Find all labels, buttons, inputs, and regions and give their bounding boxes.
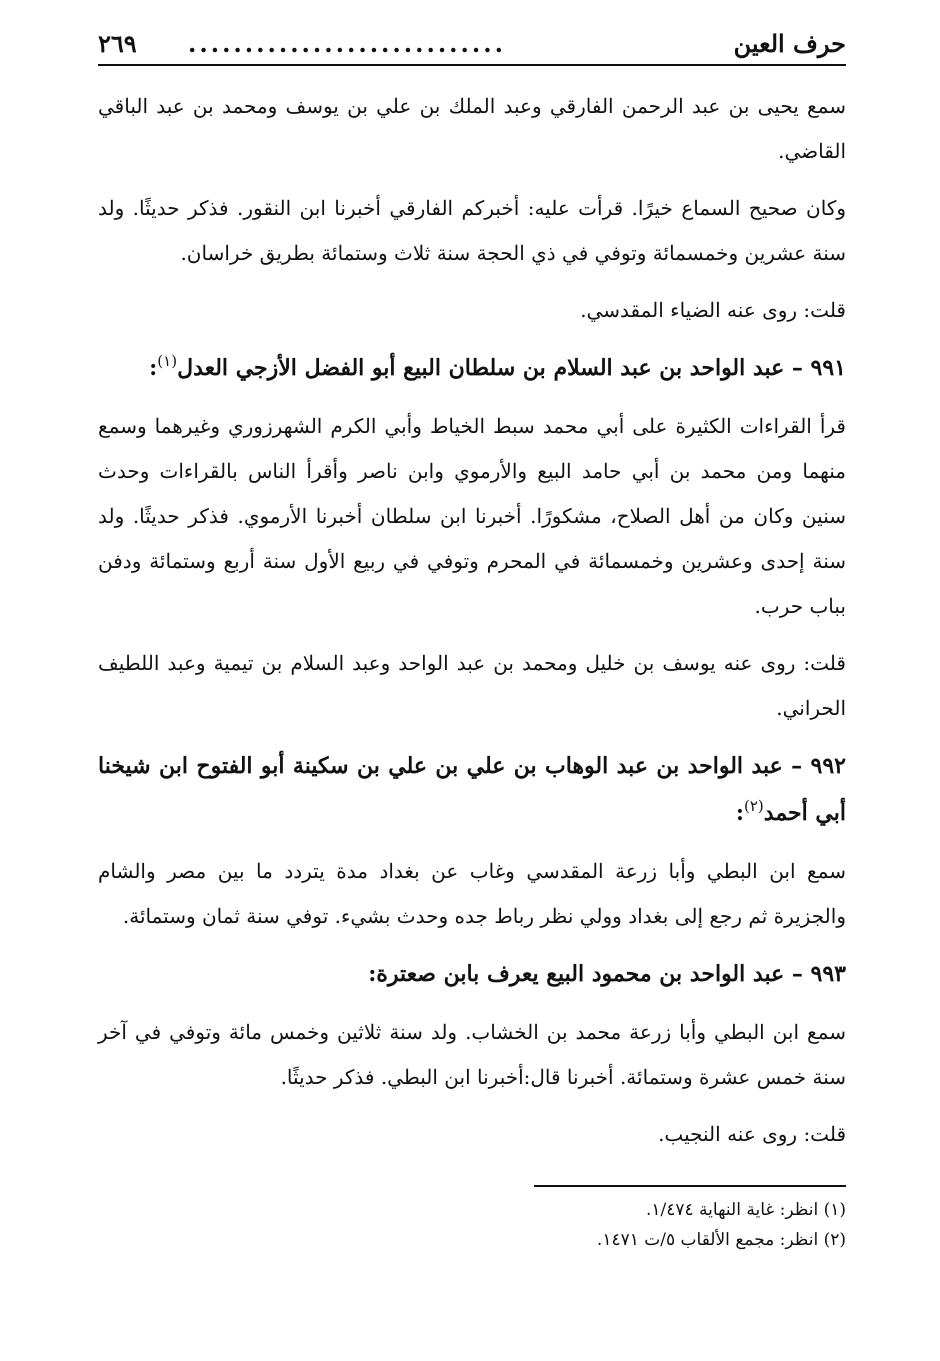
entry-heading-993: ٩٩٣ – عبد الواحد بن محمود البيع يعرف بابن صعترة: bbox=[368, 961, 846, 987]
note-paragraph-2: قلت: روى عنه النجيب. bbox=[658, 1122, 846, 1146]
leader-dots: ............................ bbox=[188, 29, 506, 58]
footnote-marker-2: (٢) bbox=[744, 797, 764, 815]
page-number: ٢٦٩ bbox=[98, 29, 137, 58]
book-page bbox=[98, 24, 846, 1255]
entry-heading-992 bbox=[98, 743, 846, 837]
paragraph-4: قلت: روى عنه يوسف بن خليل ومحمد بن عبد الواحد وعبد السلام بن تيمية وعبد اللطيف الحراني. bbox=[98, 651, 846, 720]
paragraph-2: وكان صحيح السماع خيرًا. قرأت عليه: أخبركم الفارقي أخبرنا ابن النقور. فذكر حديثًا. ولد سنة عشرين وخمسمائة وتوفي في ذي الحجة سنة ثلاث وستمائة بطريق خراسان. bbox=[98, 196, 846, 265]
entry-heading-991 bbox=[98, 345, 846, 392]
footnote-2: (٢) انظر: مجمع الألقاب ٥/ت ١٤٧١. bbox=[596, 1230, 846, 1250]
entry-heading-991-colon: : bbox=[149, 355, 158, 381]
paragraph-1: سمع يحيى بن عبد الرحمن الفارقي وعبد الملك بن علي بن يوسف ومحمد بن عبد الباقي القاضي. bbox=[98, 94, 846, 163]
entry-heading-992-colon: : bbox=[735, 800, 744, 826]
paragraph-5: سمع ابن البطي وأبا زرعة المقدسي وغاب عن بغداد مدة يتردد ما بين مصر والشام والجزيرة ثم رجع إلى بغداد وولي نظر رباط جده وحدث بشيء. توفي سنة ثمان وستمائة. bbox=[98, 859, 846, 928]
entry-heading-991-text: ٩٩١ – عبد الواحد بن عبد السلام بن سلطان البيع أبو الفضل الأزجي العدل bbox=[177, 355, 846, 381]
running-head bbox=[98, 24, 846, 66]
footnote-separator bbox=[534, 1185, 846, 1187]
paragraph-6: سمع ابن البطي وأبا زرعة محمد بن الخشاب. ولد سنة ثلاثين وخمس مائة وتوفي في آخر سنة خمس عشرة وستمائة. أخبرنا قال:أخبرنا ابن البطي. فذكر حديثًا. bbox=[98, 1020, 846, 1089]
note-paragraph-1: قلت: روى عنه الضياء المقدسي. bbox=[580, 298, 846, 322]
entry-heading-992-text: ٩٩٢ – عبد الواحد بن عبد الوهاب بن علي بن علي بن سكينة أبو الفتوح ابن شيخنا أبي أحمد bbox=[98, 753, 846, 826]
chapter-title: حرف العين bbox=[733, 29, 846, 58]
footnote-marker-1: (١) bbox=[157, 352, 178, 370]
footnote-1: (١) انظر: غاية النهاية ١/٤٧٤. bbox=[645, 1200, 846, 1220]
paragraph-3: قرأ القراءات الكثيرة على أبي محمد سبط الخياط وأبي الكرم الشهرزوري وغيرهما وسمع منهما ومن محمد بن أبي حامد البيع والأرموي وابن ناصر وأقرأ الناس بالقراءات وحدث سنين وكان من أهل الصلاح، مشكورًا. أخبرنا ابن سلطان أخبرنا الأرموي. فذكر حديثًا. ولد سنة إحدى وعشرين وخمسمائة في المحرم وتوفي في ربيع الأول سنة أربع وستمائة ودفن بباب حرب. bbox=[98, 414, 846, 618]
